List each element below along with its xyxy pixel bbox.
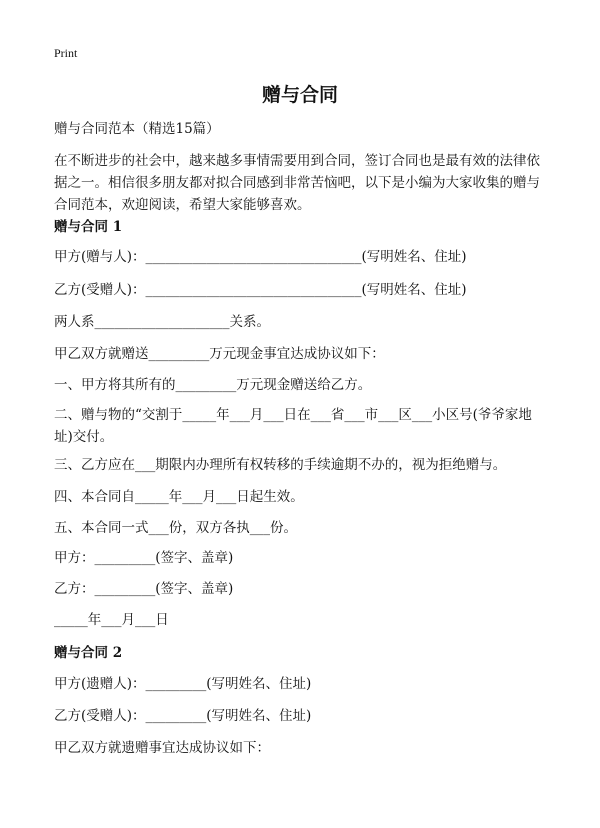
intro-line: 据之一。相信很多朋友都对拟合同感到非常苦恼吧，以下是小编为大家收集的赠与 <box>54 175 540 191</box>
contract1-sign-a: 甲方：_________(签字、盖章) <box>54 550 234 566</box>
contract2-agreement: 甲乙双方就遗赠事宜达成协议如下： <box>54 740 270 756</box>
contract2-party-a: 甲方(遗赠人)：_________(写明姓名、住址) <box>54 676 312 692</box>
contract1-clause5: 五、本合同一式___份，双方各执___份。 <box>54 520 297 536</box>
contract1-clause2-line1: 二、赠与物的“交割于_____年___月___日在___省___市___区___小区号(爷爷家地 <box>54 407 532 423</box>
intro-line: 在不断进步的社会中，越来越多事情需要用到合同，签订合同也是最有效的法律依 <box>54 153 540 169</box>
intro-paragraph <box>54 150 554 216</box>
contract1-sign-b: 乙方：_________(签字、盖章) <box>54 581 234 597</box>
contract1-party-b: 乙方(受赠人)：________________________________(写明姓名、住址) <box>54 282 467 298</box>
contract1-party-a: 甲方(赠与人)：________________________________(写明姓名、住址) <box>54 249 467 265</box>
contract1-clause4: 四、本合同自_____年___月___日起生效。 <box>54 489 304 505</box>
contract1-agreement: 甲乙双方就赠送_________万元现金事宜达成协议如下： <box>54 346 385 362</box>
contract1-clause1: 一、甲方将其所有的_________万元现金赠送给乙方。 <box>54 377 372 393</box>
contract1-clause3: 三、乙方应在___期限内办理所有权转移的手续逾期不办的，视为拒绝赠与。 <box>54 457 507 473</box>
subtitle: 赠与合同范本（精选15篇） <box>54 121 220 137</box>
intro-line: 合同范本，欢迎阅读，希望大家能够喜欢。 <box>54 197 311 213</box>
contract1-relation: 两人系____________________关系。 <box>54 314 270 330</box>
page-title: 赠与合同 <box>261 84 338 106</box>
contract1-heading: 赠与合同 1 <box>54 219 123 235</box>
contract2-heading: 赠与合同 2 <box>54 645 123 661</box>
contract2-party-b: 乙方(受赠人)：_________(写明姓名、住址) <box>54 708 312 724</box>
contract1-clause2-line2: 址)交付。 <box>54 429 114 445</box>
contract1-date: _____年___月___日 <box>54 612 169 628</box>
print-link[interactable]: Print <box>54 46 78 60</box>
